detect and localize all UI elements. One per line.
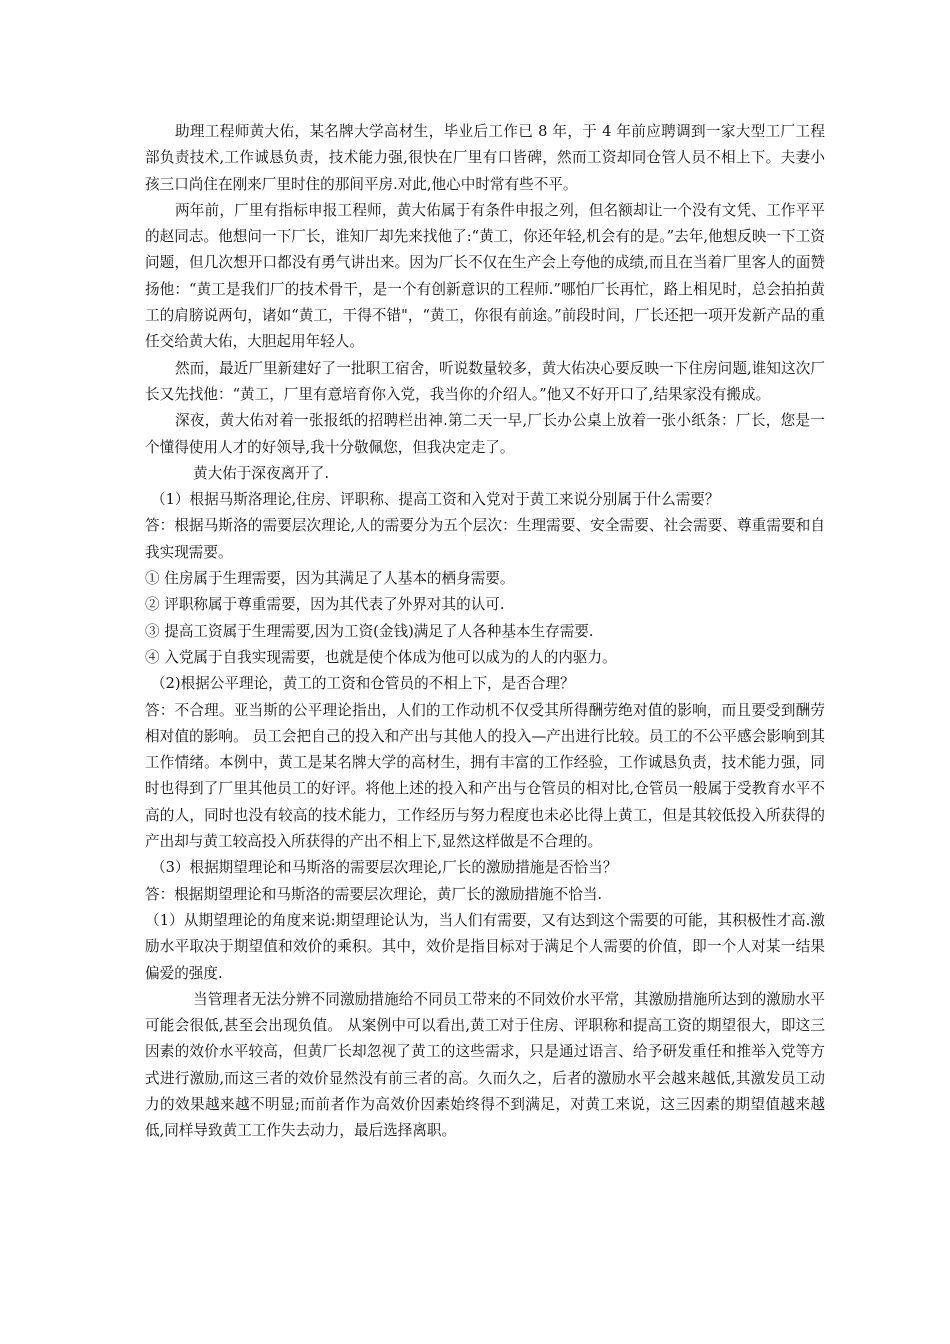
story-paragraph-4: 深夜，黄大佑对着一张报纸的招聘栏出神.第二天一早,厂长办公桌上放着一张小纸条：厂长，您是一个懂得使用人才的好领导,我十分敬佩您，但我决定走了。 [145, 412, 825, 456]
story-paragraph-3: 然而，最近厂里新建好了一批职工宿舍，听说数量较多，黄大佑决心要反映一下住房问题,谁知这次厂长又先找他：“黄工，厂里有意培育你入党，我当你的介绍人。”他又不好开口了,结果家没有搬成。 [145, 359, 825, 403]
answer-1-item: ① 住房属于生理需要，因为其满足了人基本的栖身需要。 [145, 570, 515, 588]
question-1: （1）根据马斯洛理论,住房、评职称、提高工资和入党对于黄工来说分别属于什么需要？ [151, 491, 720, 509]
answer-3: 答：根据期望理论和马斯洛的需要层次理论，黄厂长的激励措施不恰当. [145, 885, 603, 903]
answer-3-point-2: 当管理者无法分辨不同激励措施给不同员工带来的不同效价水平常，其激励措施所达到的激励水平可能会很低,甚至会出现负值。 从案例中可以看出,黄工对于住房、评职称和提高工资的期望很大，即这三因素的效价水平较高，但黄厂长却忽视了黄工的这些需求，只是通过语言、给予研发重任和推举入党等方式进行激励,而这三者的效价显然没有前三者的高。久而久之，后者的激励水平会越来越低,其激发员工动力的效果越来越不明显;而前者作为高效价因素始终得不到满足，对黄工来说，这三因素的期望值越来越低,同样导致黄工工作失去动力，最后选择离职。 [145, 990, 825, 1140]
answer-1-item: ② 评职称属于尊重需要，因为其代表了外界对其的认可. [145, 596, 505, 614]
story-paragraph-1: 助理工程师黄大佑，某名牌大学高材生，毕业后工作已 8 年，于 4 年前应聘调到一家大型工厂工程部负责技术,工作诚恳负责，技术能力强,很快在厂里有口皆碑，然而工资却同仓管人员不相上下。夫妻小孩三口尚住在刚来厂里时住的那间平房.对此,他心中时常有些不平。 [145, 123, 825, 193]
question-3: （3）根据期望理论和马斯洛的需要层次理论,厂长的激励措施是否恰当？ [151, 859, 618, 877]
answer-3-point-1: （1）从期望理论的角度来说:期望理论认为，当人们有需要，又有达到这个需要的可能，其积极性才高.激励水平取决于期望值和效价的乘积。其中，效价是指目标对于满足个人需要的价值，即一个人对某一结果偏爱的强度. [145, 911, 825, 982]
answer-1-item: ③ 提高工资属于生理需要,因为工资(金钱)满足了人各种基本生存需要. [145, 622, 594, 640]
answer-1-item: ④ 入党属于自我实现需要，也就是使个体成为他可以成为的人的内驱力。 [145, 648, 617, 666]
answer-1: 答：根据马斯洛的需要层次理论,人的需要分为五个层次：生理需要、安全需要、社会需要、尊重需要和自我实现需要。 [145, 517, 825, 561]
story-paragraph-5: 黄大佑于深夜离开了. [193, 464, 329, 482]
document-body [145, 119, 825, 1145]
question-2: （2)根据公平理论，黄工的工资和仓管员的不相上下，是否合理？ [151, 675, 575, 693]
answer-2: 答：不合理。亚当斯的公平理论指出，人们的工作动机不仅受其所得酬劳绝对值的影响，而且要受到酬劳相对值的影响。 员工会把自己的投入和产出与其他人的投入—产出进行比较。员工的不公平感会影响到其工作情绪。本例中，黄工是某名牌大学的高材生，拥有丰富的工作经验，工作诚恳负责，技术能力强，同时也得到了厂里其他员工的好评。将他上述的投入和产出与仓管员的相对比,仓管员一般属于受教育水平不高的人，同时也没有较高的技术能力，工作经历与努力程度也未必比得上黄工，但是其较低投入所获得的产出却与黄工较高投入所获得的产出不相上下,显然这样做是不合理的。 [145, 701, 825, 851]
story-paragraph-2: 两年前，厂里有指标申报工程师，黄大佑属于有条件申报之列，但名额却让一个没有文凭、工作平平的赵同志。他想问一下厂长，谁知厂却先来找他了:“黄工，你还年轻,机会有的是。”去年,他想反映一下工资问题，但几次想开口都没有勇气讲出来。因为厂长不仅在生产会上夸他的成绩,而且在当着厂里客人的面赞扬他：“黄工是我们厂的技术骨干，是一个有创新意识的工程师.”哪怕厂长再忙，路上相见时，总会拍拍黄工的肩膀说两句，诸如“黄工，干得不错"，“黄工，你很有前途。”前段时间，厂长还把一项开发新产品的重任交给黄大佑，大胆起用年轻人。 [145, 201, 825, 351]
